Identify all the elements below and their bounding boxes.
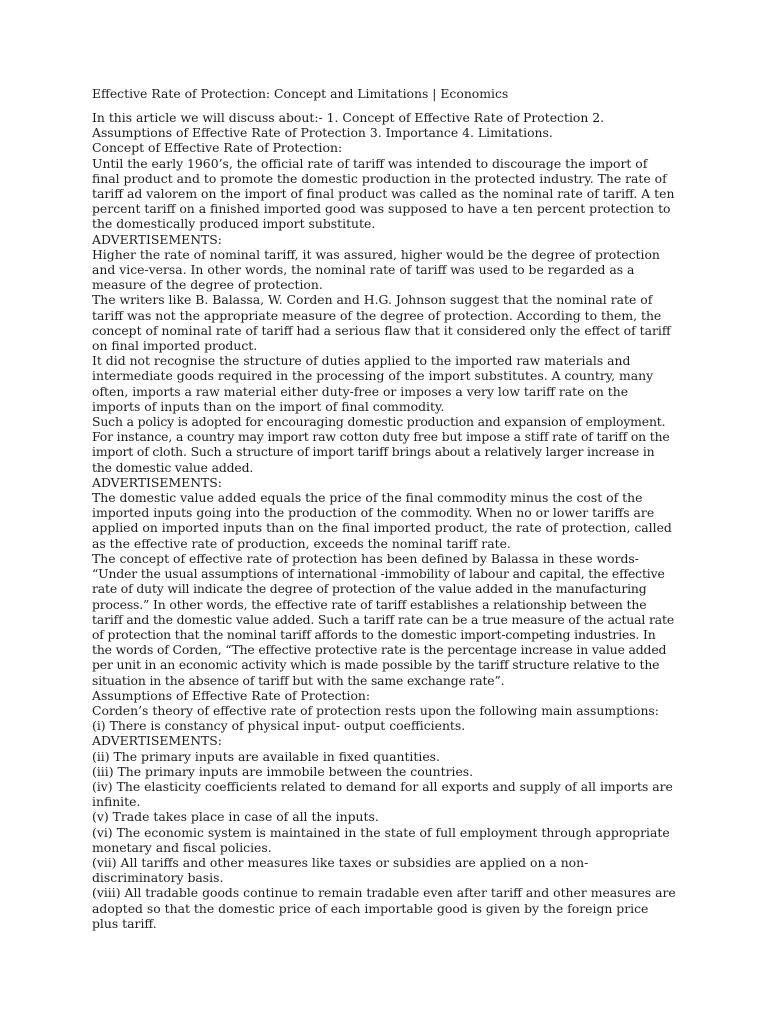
advertisement-label: ADVERTISEMENTS: [92, 231, 222, 247]
assumption-item: (iii) The primary inputs are immobile between the countries. [92, 763, 474, 779]
document-body [92, 110, 678, 931]
body-paragraph: It did not recognise the structure of duties applied to the imported raw materials and intermediate goods required in the processing of the import substitutes. A country, many often, imports a raw material either duty-free or imposes a very low tariff rate on the imports of inputs than on the import of final commodity. [92, 353, 654, 414]
assumption-item: (vii) All tariffs and other measures like taxes or subsidies are applied on a non-discriminatory basis. [92, 854, 589, 886]
body-paragraph: The writers like B. Balassa, W. Corden and H.G. Johnson suggest that the nominal rate of tariff was not the appropriate measure of the degree of protection. According to them, the concept of nominal rate of tariff had a serious flaw that it considered only the effect of tariff on final imported product. [92, 292, 671, 354]
advertisement-label: ADVERTISEMENTS: [92, 733, 222, 749]
body-paragraph: Corden’s theory of effective rate of protection rests upon the following main assumptions: [92, 702, 659, 718]
document-page [92, 86, 678, 931]
assumption-item: (viii) All tradable goods continue to remain tradable even after tariff and other measures are adopted so that the domestic price of each importable good is given by the foreign price plus tariff. [92, 885, 676, 931]
body-paragraph: Higher the rate of nominal tariff, it was assured, higher would be the degree of protection and vice-versa. In other words, the nominal rate of tariff was used to be regarded as a measure of the degree of protection. [92, 246, 660, 293]
body-paragraph: The concept of effective rate of protection has been defined by Balassa in these words- [92, 550, 639, 566]
assumption-item: (ii) The primary inputs are available in fixed quantities. [92, 748, 440, 764]
advertisement-label: ADVERTISEMENTS: [92, 474, 222, 490]
intro-paragraph: In this article we will discuss about:- 1. Concept of Effective Rate of Protection 2. Assumptions of Effective Rate of Protection 3. Importance 4. Limitations. [92, 110, 605, 141]
section-heading-assumptions: Assumptions of Effective Rate of Protection: [92, 687, 371, 703]
body-paragraph: The domestic value added equals the price of the final commodity minus the cost of the imported inputs going into the production of the commodity. When no or lower tariffs are applied on imported inputs than on the final imported product, the rate of protection, called as the effective rate of production, exceeds the nominal tariff rate. [92, 490, 672, 551]
assumption-item: (iv) The elasticity coefficients related to demand for all exports and supply of all imports are infinite. [92, 778, 673, 810]
body-paragraph: Until the early 1960’s, the official rate of tariff was intended to discourage the import of final product and to promote the domestic production in the protected industry. The rate of tariff ad valorem on the import of final product was called as the nominal rate of tariff. A ten percent tariff on a finished imported good was supposed to have a ten percent protection to the domestically produced import substitute. [92, 155, 675, 232]
assumption-item: (vi) The economic system is maintained in the state of full employment through appropriate monetary and fiscal policies. [92, 824, 670, 855]
quote-paragraph: “Under the usual assumptions of international -immobility of labour and capital, the effective rate of duty will indicate the degree of protection of the value added in the manufacturing process.” In other words, the effective rate of tariff establishes a relationship between the tariff and the domestic value added. Such a tariff rate can be a true measure of the actual rate of protection that the nominal tariff affords to the domestic import-competing industries. In the words of Corden, “The effective protective rate is the percentage increase in value added per unit in an economic activity which is made possible by the tariff structure relative to the situation in the absence of tariff but with the same exchange rate”. [92, 566, 674, 688]
assumption-item: (i) There is constancy of physical input- output coefficients. [92, 718, 466, 734]
assumption-item: (v) Trade takes place in case of all the inputs. [92, 809, 379, 825]
body-paragraph: Such a policy is adopted for encouraging domestic production and expansion of employment. For instance, a country may import raw cotton duty free but impose a stiff rate of tariff on the import of cloth. Such a structure of import tariff brings about a relatively larger increase in the domestic value added. [92, 414, 670, 475]
document-title: Effective Rate of Protection: Concept and Limitations | Economics [92, 86, 509, 101]
section-heading-concept: Concept of Effective Rate of Protection: [92, 140, 343, 156]
